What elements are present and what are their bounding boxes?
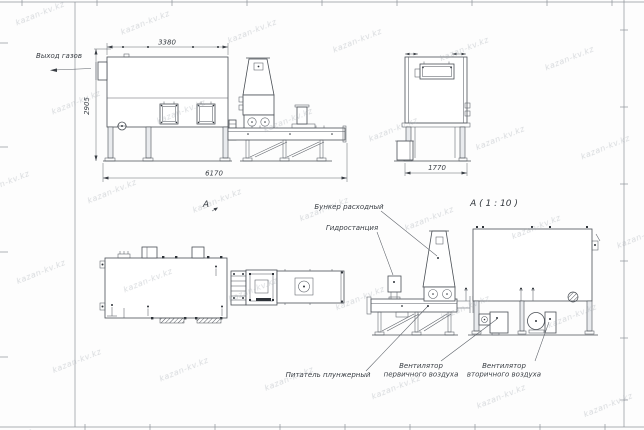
view-a-label: А [202,200,210,210]
dim-3380-text: 3380 [158,38,176,47]
feed-hopper-label: Бункер расходный [314,203,384,211]
plunger-feeder-label: Питатель плунжерный [285,371,371,379]
primary-fan-label-1: Вентилятор [399,362,443,370]
secondary-fan-label-2: вторичного воздуха [466,370,542,379]
primary-fan-label-2: первичного воздуха [383,370,459,379]
dim-2905-text: 2905 [83,97,91,115]
dim-1770-text: 1770 [428,164,446,172]
gas-outlet-label: Выход газов [36,52,82,60]
view-a110-label: А ( 1 : 10 ) [470,199,518,209]
hydraulic-station-label: Гидростанция [325,224,379,232]
dim-6170-text: 6170 [205,169,223,178]
secondary-fan-label-1: Вентилятор [482,362,526,370]
